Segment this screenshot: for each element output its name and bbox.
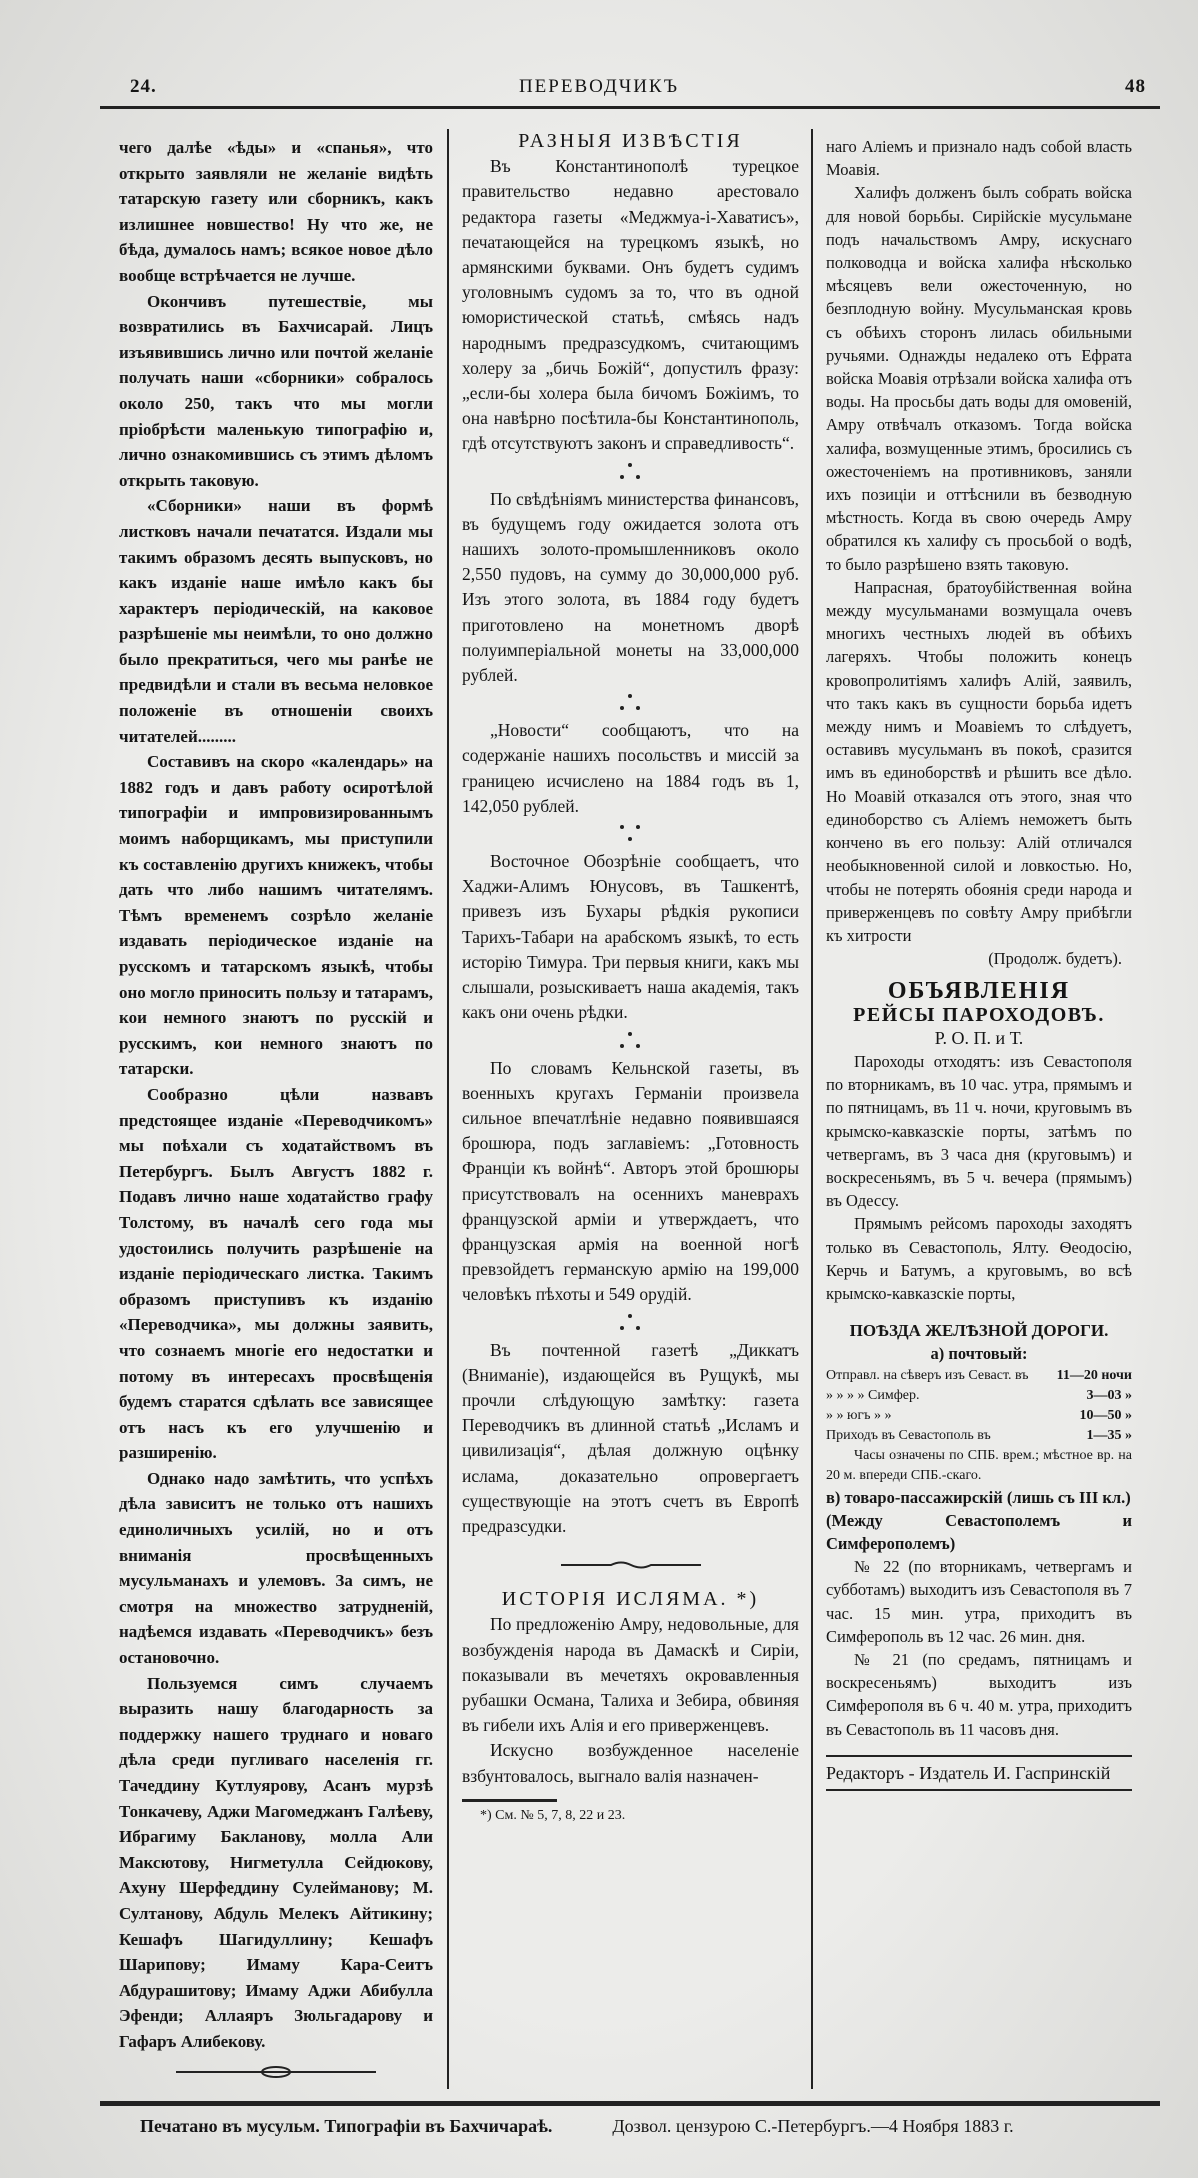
paragraph: Сообразно цѣли назвавъ предстоящее изданіе «Переводчикомъ» мы поѣхали съ ходатайствомъ въ Петербургъ. Былъ Августъ 1882 г. Подавъ лично наше ходатайство графу Толстому, въ началѣ сего года мы удостоились получить разрѣшеніе на изданіе періодическаго листка. Такимъ образомъ приступивъ къ изданію «Переводчика», мы должны заявить, что сознаемъ многіе его недостатки и потому въ интересахъ просвѣщенія будемъ старатся сдѣлать все зависящее отъ насъ къ его улучшенію и разширенію. <box>119 1084 433 1463</box>
header-rule <box>100 106 1160 109</box>
cargo-train-paragraph: № 22 (по вторникамъ, четвергамъ и субботамъ) выходитъ изъ Севастополя въ 7 час. 15 мин. утра, приходитъ въ Симферополь въ 12 час. 26 мин. дня. <box>826 1557 1132 1646</box>
table-row: » » » » Симфер. 3—03 » <box>826 1387 1132 1403</box>
asterism-divider <box>462 688 799 718</box>
history-paragraph: Искусно возбужденное населеніе взбунтовалось, выгнало валія назначен- <box>462 1740 799 1786</box>
footnote: *) См. № 5, 7, 8, 22 и 23. <box>480 1807 626 1823</box>
ornament-divider <box>561 1557 701 1573</box>
asterism-divider <box>462 819 799 849</box>
ornament-divider <box>176 2065 376 2079</box>
editor-line <box>826 1755 1132 1791</box>
steamers-heading: РЕЙСЫ ПАРОХОДОВЪ. <box>853 1003 1105 1026</box>
footer-rule <box>100 2101 1160 2106</box>
news-item: „Новости“ сообщаютъ, что на содержаніе нашихъ посольствъ и миссій за границею исчислено на 1884 годъ въ 1, 142,050 рублей. <box>462 720 799 816</box>
asterism-divider <box>462 1308 799 1338</box>
cargo-train-heading: в) товаро-пассажирскій (лишь съ III кл.) <box>826 1487 1131 1507</box>
paragraph: Пользуемся симъ случаемъ выразить нашу благодарность за поддержку нашего труднаго и новаго дѣла среди пугливаго населенія гг. Тачеддину Кутлуярову, Асанъ мурзѣ Тонкачеву, Аджи Магомеджанъ Галѣеву, Ибрагиму Бакланову, молла Али Максютову, Нигметулла Сейдюкову, Ахуну Шерфеддину Сулейманову; М. Султанову, Абдуль Мелекъ Айтикину; Кешафъ Шагидуллину; Кешафъ Шарипову; Имаму Кара-Сеитъ Абдурашитову; Имаму Аджи Абибулла Эфенди; Аллаяръ Зюльгадарову и Гафаръ Алибекову. <box>119 1673 433 2051</box>
right-column <box>811 129 1132 2089</box>
masthead-title: ПЕРЕВОДЧИКЪ <box>518 76 680 97</box>
columns <box>119 129 1198 2089</box>
footnote-rule <box>462 1799 557 1802</box>
history-paragraph: Напрасная, братоубійственная война между мусульманами возмущала очевъ многихъ честныхъ людей въ обѣихъ лагеряхъ. Чтобы положить конецъ кровопролитіямъ халифъ Алій, заявилъ, что такъ какъ въ сущности борьба идетъ между нимъ и Моавіемъ то слѣдуетъ, оставивъ мусульманъ въ покоѣ, сразится имъ въ единоборствѣ и рѣшить все дѣло. Но Моавій отказался отъ этого, зная что единоборство съ Аліемъ неможетъ быть кончено въ его пользу: Алій отличался необыкновенной силой и ловкостью. Но, чтобы не потерять обоянія среди народа и приверженцевъ по совѣту Амру прибѣгли къ хитрости <box>826 577 1132 945</box>
history-paragraph: Халифъ долженъ былъ собрать войска для новой борьбы. Сирійскіе мусульмане подъ начальствомъ Амру, искуснаго полководца и войска халифа нѣсколько мѣсяцевъ вели ожесточенную, но безплодную войну. Мусульманская кровь съ обѣихъ сторонъ лилась обильными ручьями. Однажды недалеко отъ Ефрата войска Моавія отрѣзали войска халифа отъ воды. На просьбы дать воды для омовеній, Амру отвѣчалъ отказомъ. Тогда войска халифа, возмущенные этимъ, бросились съ ожесточеніемъ на противниковъ, заняли ихъ позиціи и оттѣснили въ безводную мѣстность. Когда въ свою очередь Амру обратился къ халифу съ просьбой о водѣ, то было разрѣшено взять таковую. <box>826 183 1132 574</box>
ads-heading: ОБЪЯВЛЕНІЯ <box>887 978 1071 1005</box>
history-paragraph: По предложенію Амру, недовольные, для возбужденія народа въ Дамаскѣ и Сиріи, показывали въ мечетяхъ окровавленныя рубашки Османа, Талиха и Зебира, обвиняя въ гибели ихъ Алія и его приверженцевъ. <box>462 1614 799 1736</box>
cargo-train-paragraph: № 21 (по средамъ, пятницамъ и воскресеньямъ) выходитъ изъ Симферополя въ 6 ч. 40 м. утра, приходитъ въ Севастополь въ 11 часовъ дня. <box>826 1649 1132 1739</box>
editor-name: Редакторъ - Издатель И. Гаспринскій <box>826 1762 1111 1783</box>
news-item: Восточное Обозрѣніе сообщаетъ, что Хаджи-Алимъ Юнусовъ, въ Ташкентѣ, привезъ изъ Бухары рѣдкія рукописи Тарихъ-Табари на арабскомъ языкѣ, то есть исторію Тимура. Три первыя книги, какъ мы слышали, розыскиваетъ наша академія, такъ какъ они очень рѣдки. <box>462 851 799 1023</box>
page-header <box>0 76 1198 106</box>
censor-note: Дозвол. цензурою С.-Петербургъ.—4 Ноября 1883 г. <box>612 2115 1014 2136</box>
history-paragraph: наго Аліемъ и признало надъ собой власть Моавія. <box>826 137 1132 180</box>
news-item: Въ почтенной газетѣ „Диккатъ (Вниманіе), издающейся въ Рущукѣ, мы прочли слѣдующую замѣтку: газета Переводчикъ въ длинной статьѣ „Исламъ и цивилизація“, дѣлая должную оцѣнку ислама, доказательно опровергаетъ существующіе на этотъ счетъ въ Европѣ предразсудки. <box>462 1339 799 1536</box>
steamers-paragraph: Пароходы отходятъ: изъ Севастополя по вторникамъ, въ 10 час. утра, прямымъ и по пятницамъ, въ 11 ч. ночи, круговымъ въ крымско-кавказскіе порты, затѣмъ по четвергамъ, въ 3 часа дня (круговымъ) и воскресеньямъ, въ 5 ч. вечера (прямымъ) въ Одессу. <box>826 1051 1132 1211</box>
mail-train-timetable <box>826 1366 1132 1446</box>
asterism-divider <box>462 1026 799 1056</box>
mail-train-heading: а) почтовый: <box>930 1344 1028 1364</box>
paragraph: Окончивъ путешествіе, мы возвратились въ Бахчисарай. Лицъ изъявившись лично или почтой желаніе получать наши «сборники» собралось около 250, такъ что мы могли пріобрѣсти маленькую типографію и, лично ознакомившись съ этимъ дѣломъ открыть таковую. <box>119 291 433 490</box>
section-title-news: РАЗНЫЯ ИЗВѢСТІЯ <box>518 130 743 152</box>
page-footer <box>140 2114 1198 2178</box>
mail-train-note: Часы означены по СПБ. врем.; мѣстное вр. на 20 м. впереди СПБ.-скаго. <box>826 1447 1132 1483</box>
paragraph: Однако надо замѣтить, что успѣхъ дѣла зависитъ не только отъ нашихъ единоличныхъ усилій, но и отъ вниманія просвѣщенныхъ мусульманахъ и улемовъ. За симъ, не смотря на множество затрудненій, надѣемся издавать «Переводчикъ» безъ остановочно. <box>119 1468 433 1668</box>
section-title-history: ИСТОРІЯ ИСЛЯМА. *) <box>501 1588 760 1611</box>
left-column <box>119 129 433 2089</box>
table-row: » » югъ » » 10—50 » <box>826 1407 1132 1423</box>
news-item: По словамъ Кельнской газеты, въ военныхъ кругахъ Германіи произвела сильное впечатлѣніе недавно появившаяся брошюра, подъ заглавіемъ: „Готовность Франціи къ войнѣ“. Авторъ этой брошюры присутствовалъ на осеннихъ маневрахъ французской арміи и утверждаетъ, что французская армія на военной ногѣ превзойдетъ германскую армію на 199,000 человѣкъ пѣхоты и 549 орудій. <box>462 1057 799 1305</box>
steamers-company: Р. О. П. и Т. <box>934 1027 1024 1048</box>
cargo-train-route: (Между Севастополемъ и Симферополемъ) <box>826 1510 1132 1553</box>
news-item: По свѣдѣніямъ министерства финансовъ, въ будущемъ году ожидается золота отъ нашихъ золото-промышленниковъ около 2,550 пудовъ, на сумму до 30,000,000 руб. Изъ этого золота, въ 1884 году будетъ приготовлено на монетномъ дворѣ полуимперіальной монеты на 33,000,000 рублей. <box>462 488 799 686</box>
steamers-paragraph: Прямымъ рейсомъ пароходы заходятъ только въ Севастополь, Ялту. Ѳеодосію, Керчь и Батумъ, а круговымъ, во всѣ крымско-кавказскіе порты, <box>826 1214 1132 1303</box>
printing-note: Печатано въ мусульм. Типографіи въ Бахчичараѣ. <box>140 2115 553 2136</box>
news-item: Въ Константинополѣ турецкое правительство недавно арестовало редактора газеты «Меджмуа-і-Хаватисъ», печатающейся на турецкомъ языкѣ, но армянскими буквами. Онъ будетъ судимъ уголовнымъ судомъ за то, что въ одной юмористической статьѣ, смѣясь надъ народнымъ предразсудкомъ, считающимъ холеру за „бичь Божій“, допустилъ фразу: „если-бы холера была бичомъ Божіимъ, то она навѣрно посѣтила-бы Константинополь, гдѣ отсутствуютъ законъ и справедливость“. <box>462 156 799 454</box>
asterism-divider <box>462 457 799 487</box>
table-row: Приходъ въ Севастополь въ 1—35 » <box>826 1427 1132 1443</box>
page-number-left: 24. <box>130 76 157 97</box>
paragraph: Составивъ на скоро «календарь» на 1882 годъ и давъ работу осиротѣлой типографіи и импровизированнымъ моимъ наборщикамъ, мы приступили къ составленію другихъ книжекъ, чтобы дать что либо нашимъ читателямъ. Тѣмъ временемъ созрѣло желаніе издавать періодическое изданіе на русскомъ и татарскомъ языкѣ, чтобы оно могло приносить пользу и татарамъ, кои немного знаютъ по русскій и русскимъ, кои немного знаютъ по татарски. <box>119 752 433 1079</box>
rail-heading: ПОѢЗДА ЖЕЛѢЗНОЙ ДОРОГИ. <box>849 1321 1109 1341</box>
paragraph: чего далѣе «ѣды» и «спанья», что открыто заявляли не желаніе видѣть татарскую газету или сборникъ, какъ излишнее новшество! Ну что же, не бѣда, думалось намъ; всякое новое дѣло вообще встрѣчается не лучше. <box>119 138 433 285</box>
table-row: Отправл. на сѣверъ изъ Севаст. въ 11—20 ночи <box>826 1367 1132 1383</box>
continued-note: (Продолж. будетъ). <box>988 949 1122 969</box>
paragraph: «Сборники» наши въ формѣ листковъ начали печататся. Издали мы такимъ образомъ десять выпусковъ, но какъ изданіе наше имѣло какъ бы характеръ періодическій, на каковое разрѣшеніе мы неимѣли, то оно должно было прекратиться, чего мы ранѣе не предвидѣли и стали въ весьма неловкое положеніе въ отношеніи своихъ читателей......... <box>119 496 433 746</box>
middle-column <box>447 129 799 2089</box>
page-number-right: 48 <box>1125 76 1146 97</box>
